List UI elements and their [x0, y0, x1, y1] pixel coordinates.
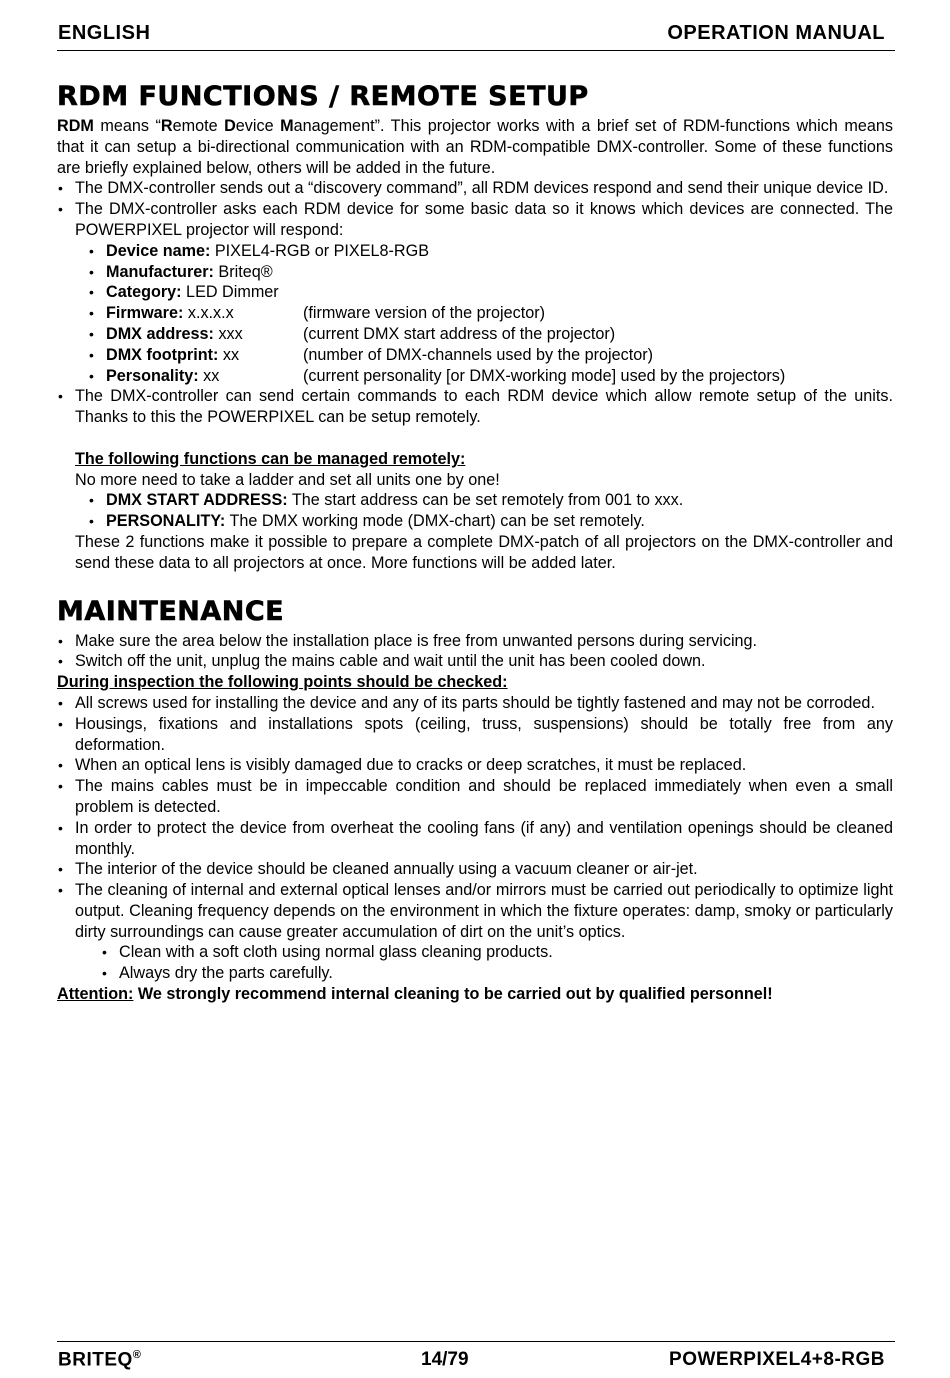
rdm-item-firmware: • Firmware: x.x.x.x (firmware version of the projector) [57, 303, 893, 324]
header-doc-type: OPERATION MANUAL [667, 22, 885, 44]
rdm-intro: RDM means “Remote Device Management”. This projector works with a brief set of RDM-functions which means that it can setup a bi-directional communication with an RDM-compatible DMX-controller. Some of these functions are briefly explained below, others will be added in the future. [57, 117, 893, 177]
footer-brand: BRITEQ® [58, 1349, 142, 1371]
rdm-item-dmx-address: • DMX address: xxx (current DMX start address of the projector) [57, 324, 893, 345]
attention-note [57, 984, 893, 1005]
cleaning-sub-bullet: • Always dry the parts carefully. [57, 963, 893, 984]
rdm-bullet-remote-commands: • The DMX-controller can send certain commands to each RDM device which allow remote setup of the units. Thanks to this the POWERPIXEL can be setup remotely. [57, 386, 893, 428]
maintenance-section-title: MAINTENANCE [57, 595, 285, 627]
maintenance-bullet: • Switch off the unit, unplug the mains cable and wait until the unit has been cooled down. [57, 651, 893, 672]
attention-text: We strongly recommend internal cleaning to be carried out by qualified personnel! [133, 985, 773, 1004]
cleaning-sub-bullet: • Clean with a soft cloth using normal glass cleaning products. [57, 942, 893, 963]
inspection-bullet: • Housings, fixations and installations spots (ceiling, truss, suspensions) should be totally free from any deformation. [57, 714, 893, 756]
remote-functions-outro: These 2 functions make it possible to prepare a complete DMX-patch of all projectors on the DMX-controller and send these data to all projectors at once. More functions will be added later. [75, 532, 893, 572]
rdm-item-personality: • Personality: xx (current personality [or DMX-working mode] used by the projectors) [57, 366, 893, 387]
page-number: 14/79 [421, 1349, 469, 1370]
attention-label: Attention: [57, 985, 134, 1004]
remote-functions-heading: The following functions can be managed remotely: [75, 449, 466, 468]
rdm-section-title: RDM FUNCTIONS / REMOTE SETUP [57, 81, 589, 112]
inspection-heading: During inspection the following points should be checked: [57, 673, 508, 692]
page-footer [57, 1341, 895, 1376]
inspection-bullet: • All screws used for installing the device and any of its parts should be tightly fastened and may not be corroded. [57, 693, 893, 714]
inspection-bullet: • The mains cables must be in impeccable condition and should be replaced immediately when even a small problem is detected. [57, 776, 893, 818]
footer-model: POWERPIXEL4+8-RGB [669, 1349, 885, 1370]
rdm-item-dmx-footprint: • DMX footprint: xx (number of DMX-channels used by the projector) [57, 345, 893, 366]
registered-mark: ® [132, 1349, 142, 1361]
page-body [57, 78, 893, 1005]
rdm-item-manufacturer: • Manufacturer: Briteq® [57, 262, 893, 283]
inspection-bullet: • When an optical lens is visibly damaged due to cracks or deep scratches, it must be replaced. [57, 755, 893, 776]
page-header [57, 20, 895, 51]
inspection-bullet: • The cleaning of internal and external optical lenses and/or mirrors must be carried out periodically to optimize light output. Cleaning frequency depends on the environment in which the fixture operates: damp, smoky or particularly dirty surroundings can cause greater accumulation of dirt on the unit’s optics. [57, 880, 893, 942]
rdm-item-category: • Category: LED Dimmer [57, 282, 893, 303]
rdm-item-device-name: • Device name: PIXEL4-RGB or PIXEL8-RGB [57, 241, 893, 262]
rdm-bullet-basic-data: • The DMX-controller asks each RDM device for some basic data so it knows which devices are connected. The POWERPIXEL projector will respond: [57, 199, 893, 241]
inspection-bullet: • The interior of the device should be cleaned annually using a vacuum cleaner or air-jet. [57, 859, 893, 880]
maintenance-bullet: • Make sure the area below the installation place is free from unwanted persons during servicing. [57, 631, 893, 652]
remote-functions-intro: No more need to take a ladder and set all units one by one! [75, 470, 500, 489]
remote-item-personality: • PERSONALITY: The DMX working mode (DMX-chart) can be set remotely. [57, 511, 893, 532]
inspection-bullet: • In order to protect the device from overheat the cooling fans (if any) and ventilation openings should be cleaned monthly. [57, 818, 893, 860]
header-language: ENGLISH [58, 22, 151, 44]
rdm-acronym: RDM [57, 117, 94, 135]
remote-item-start-address: • DMX START ADDRESS: The start address can be set remotely from 001 to xxx. [57, 490, 893, 511]
rdm-bullet-discovery: • The DMX-controller sends out a “discovery command”, all RDM devices respond and send their unique device ID. [57, 178, 893, 199]
